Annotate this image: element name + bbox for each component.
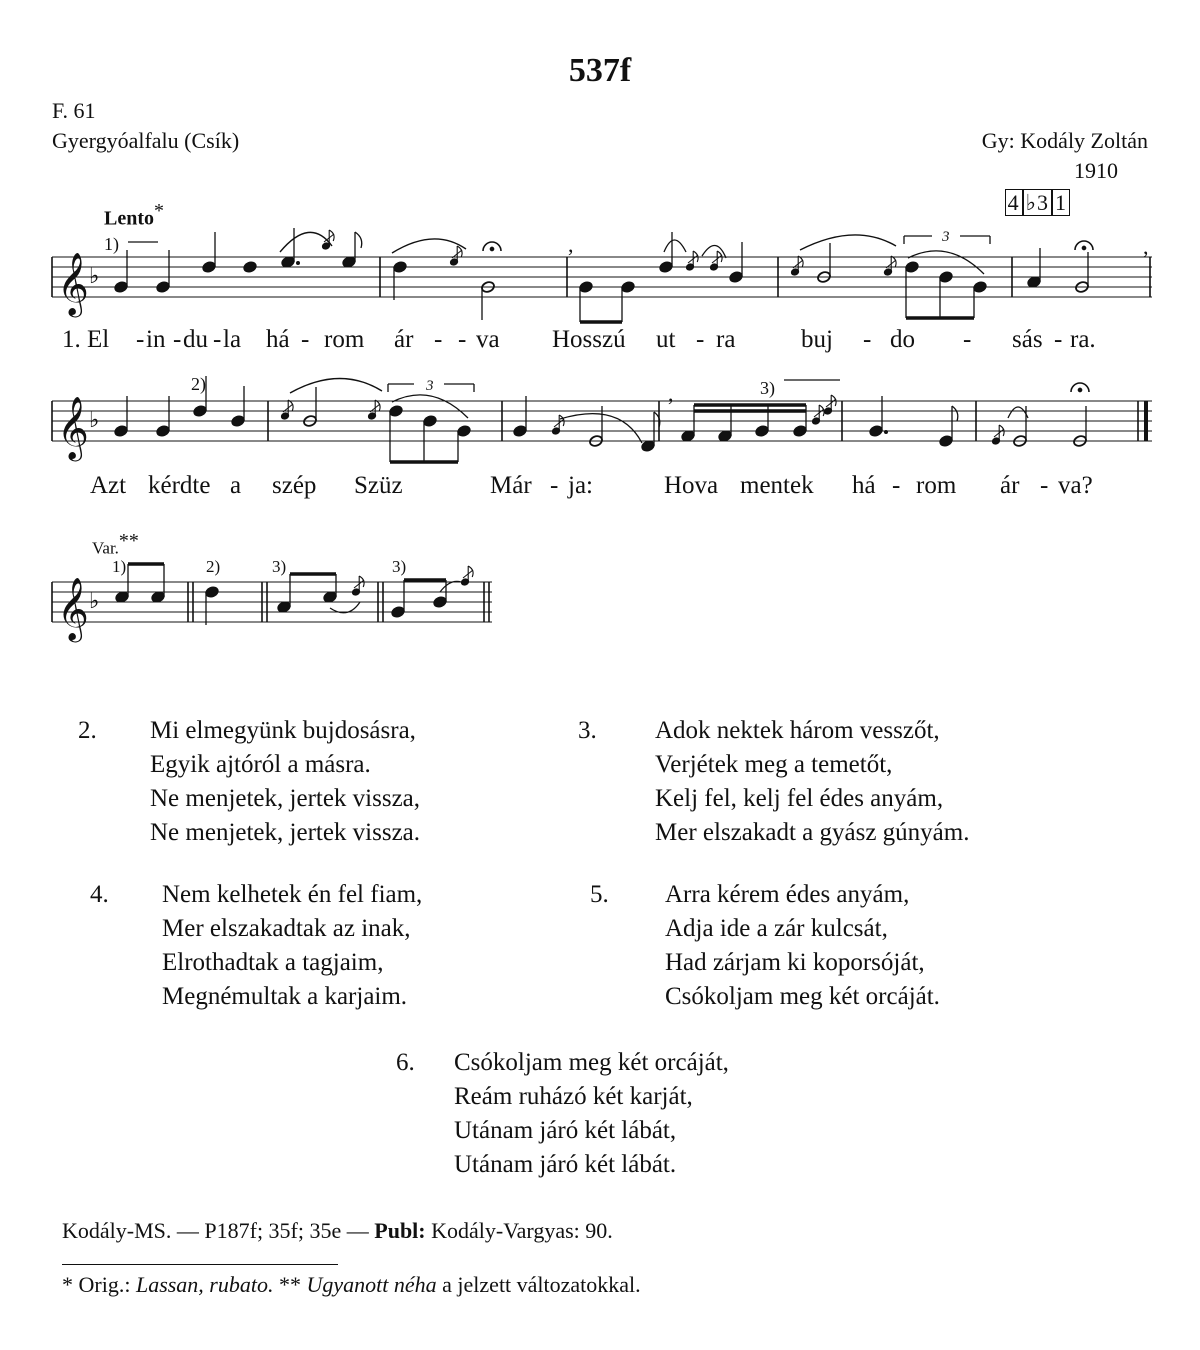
stanza-line: Arra kérem édes anyám, bbox=[665, 881, 910, 908]
lyric-syllable: - bbox=[458, 326, 467, 353]
notes-system-2 bbox=[114, 376, 1089, 462]
stanza-line: Nem kelhetek én fel fiam, bbox=[162, 881, 423, 908]
stanza-line: Csókoljam meg két orcáját. bbox=[665, 983, 940, 1010]
variant-number: 3) bbox=[392, 557, 407, 576]
stanza-line: Had zárjam ki koporsóját, bbox=[665, 949, 925, 976]
triplet-mark: 3 bbox=[942, 229, 950, 245]
stanza-line: Csókoljam meg két orcáját, bbox=[454, 1049, 729, 1076]
stanza-line: Utánam járó két lábát. bbox=[454, 1151, 677, 1178]
key-signature-flat: ♭ bbox=[89, 589, 100, 614]
lyric-syllable: in bbox=[146, 326, 166, 353]
lyric-syllable: - bbox=[136, 326, 145, 353]
lyric-syllable: - bbox=[173, 326, 182, 353]
key-signature-flat: ♭ bbox=[89, 264, 100, 289]
lyric-syllable: Hova bbox=[664, 472, 719, 499]
lyric-syllable: kérdte bbox=[148, 472, 211, 499]
lyric-syllable: - bbox=[963, 326, 972, 353]
song-number-title: 537f bbox=[568, 52, 632, 89]
code-part: 4 bbox=[1005, 189, 1023, 216]
lyric-syllable: ra. bbox=[1070, 326, 1096, 353]
staff-system-1 bbox=[52, 257, 1152, 297]
lyric-syllable: - bbox=[434, 326, 443, 353]
stanza-number: 3. bbox=[578, 717, 597, 744]
lyric-syllable: Szüz bbox=[354, 472, 403, 499]
variant-label: Var.** bbox=[92, 530, 139, 558]
stanza-number: 4. bbox=[90, 881, 109, 908]
lyric-syllable: há bbox=[852, 472, 876, 499]
code-part: ♭3 bbox=[1023, 189, 1052, 216]
code-part: 1 bbox=[1052, 189, 1070, 216]
lyric-syllable: - bbox=[1040, 472, 1049, 499]
stanza-line: Ne menjetek, jertek vissza. bbox=[150, 819, 421, 846]
lyric-syllable: Már bbox=[490, 472, 532, 499]
collection-year: 1910 bbox=[1074, 158, 1118, 183]
lyric-syllable: - bbox=[863, 326, 872, 353]
lyric-syllable: - bbox=[550, 472, 559, 499]
location: Gyergyóalfalu (Csík) bbox=[52, 128, 240, 153]
triplet-mark: 3 bbox=[426, 378, 434, 394]
lyric-syllable: - bbox=[892, 472, 901, 499]
stanza-line: Ne menjetek, jertek vissza, bbox=[150, 785, 421, 812]
tempo-marking: Lento* bbox=[104, 200, 164, 230]
lyric-syllable: szép bbox=[272, 472, 317, 499]
notes-system-1 bbox=[114, 228, 1149, 322]
stanza-line: Adok nektek három vesszőt, bbox=[655, 717, 940, 744]
stanza-line: Kelj fel, kelj fel édes anyám, bbox=[655, 785, 944, 812]
treble-clef: 𝄞 bbox=[57, 396, 89, 459]
lyric-syllable: ra bbox=[716, 326, 736, 353]
lyric-syllable: la bbox=[223, 326, 242, 353]
variant-mark-ref: 2) bbox=[191, 374, 206, 394]
lyric-syllable: du bbox=[183, 326, 208, 353]
lyric-syllable: ár bbox=[394, 326, 414, 353]
key-signature-flat: ♭ bbox=[89, 408, 100, 433]
notes-variant bbox=[115, 564, 474, 625]
lyric-syllable: Hosszú bbox=[552, 326, 626, 353]
stanza-line: Mi elmegyünk bujdosásra, bbox=[150, 717, 416, 744]
lyric-syllable: rom bbox=[324, 326, 365, 353]
variant-number: 2) bbox=[206, 557, 221, 576]
stanza-number: 6. bbox=[396, 1049, 415, 1076]
lyric-syllable: - bbox=[1054, 326, 1063, 353]
stanza-line: Mer elszakadt a gyász gúnyám. bbox=[655, 819, 970, 846]
stanza-line: Mer elszakadtak az inak, bbox=[162, 915, 411, 942]
lyric-syllable: ja: bbox=[568, 472, 593, 499]
variant-mark-ref: 3) bbox=[760, 378, 775, 398]
lyric-syllable: - bbox=[213, 326, 222, 353]
lyric-syllable: rom bbox=[916, 472, 957, 499]
source-reference: Kodály-MS. — P187f; 35f; 35e — Publ: Kodály-Vargyas: 90. bbox=[62, 1218, 613, 1243]
variant-number: 1) bbox=[112, 557, 127, 576]
stanza-number: 2. bbox=[78, 717, 97, 744]
lyric-syllable: - bbox=[301, 326, 310, 353]
stanza-number: 5. bbox=[590, 881, 609, 908]
breath-mark: , bbox=[568, 232, 574, 257]
lyric-syllable: a bbox=[230, 472, 242, 499]
footnote: * Orig.: Lassan, rubato. ** Ugyanott néha a jelzett változatokkal. bbox=[62, 1272, 641, 1297]
collector: Gy: Kodály Zoltán bbox=[981, 128, 1148, 153]
lyric-syllable: 1. El bbox=[62, 326, 110, 353]
footnote-divider bbox=[62, 1264, 338, 1265]
breath-mark: , bbox=[668, 381, 674, 406]
catalog-number: F. 61 bbox=[52, 98, 96, 123]
stanza-line: Megnémultak a karjaim. bbox=[162, 983, 408, 1010]
stanza-line: Reám ruházó két karját, bbox=[454, 1083, 693, 1110]
stanza-line: Utánam járó két lábát, bbox=[454, 1117, 677, 1144]
lyric-syllable: - bbox=[696, 326, 705, 353]
stanza-line: Adja ide a zár kulcsát, bbox=[665, 915, 888, 942]
lyric-syllable: há bbox=[266, 326, 290, 353]
stanza-line: Elrothadtak a tagjaim, bbox=[162, 949, 384, 976]
lyric-syllable: ut bbox=[656, 326, 676, 353]
lyric-syllable: buj bbox=[801, 326, 833, 353]
lyric-syllable: Azt bbox=[90, 472, 127, 499]
variant-number: 3) bbox=[272, 557, 287, 576]
breath-mark: , bbox=[1143, 234, 1149, 259]
lyric-syllable: va? bbox=[1058, 472, 1093, 499]
stanza-line: Verjétek meg a temetőt, bbox=[655, 751, 893, 778]
stanza-line: Egyik ajtóról a másra. bbox=[150, 751, 371, 778]
lyric-syllable: ár bbox=[1000, 472, 1020, 499]
variant-staff bbox=[52, 582, 492, 622]
lyric-syllable: sás bbox=[1012, 326, 1043, 353]
treble-clef: 𝄞 bbox=[57, 577, 89, 640]
variant-mark-ref: 1) bbox=[104, 234, 119, 254]
lyric-syllable: mentek bbox=[740, 472, 814, 499]
treble-clef: 𝄞 bbox=[57, 252, 89, 315]
lyric-syllable: va bbox=[476, 326, 500, 353]
lyric-syllable: do bbox=[890, 326, 915, 353]
